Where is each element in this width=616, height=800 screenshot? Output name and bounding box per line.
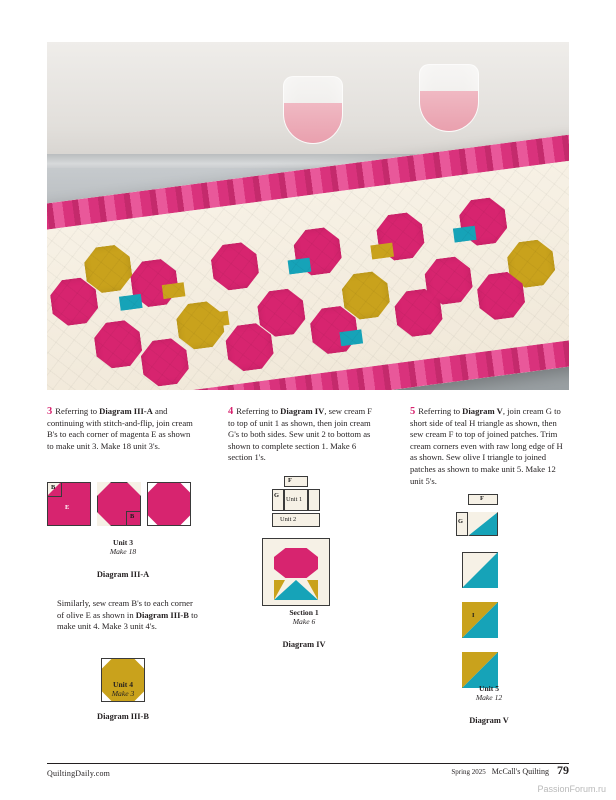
runner-triangle [162, 282, 186, 299]
section-1-gold-triangle [274, 580, 285, 600]
step-4-text: 4 Referring to Diagram IV, sew cream F to top of unit 1 as shown, then join cream G's to both sides. Sew unit 2 to bottom as shown to complete section 1. Make 6 section 1's. [228, 406, 373, 463]
unit-5-gold [462, 652, 498, 688]
step-3-text-continued: Similarly, sew cream B's to each corner of olive E as shown in Diagram III-B to make unit 4. Make 3 unit 4's. [57, 598, 198, 632]
runner-block [209, 241, 261, 293]
runner-block [308, 304, 360, 356]
diagram-4-label: Diagram IV [282, 640, 326, 649]
runner-block [393, 287, 445, 339]
runner-triangle [119, 294, 143, 311]
watermark: PassionForum.ru [537, 784, 606, 794]
patch-g-right [308, 489, 320, 511]
runner-block [256, 287, 308, 339]
runner-block [129, 257, 181, 309]
section-1-gold-triangle [307, 580, 318, 600]
runner-block [224, 321, 276, 373]
runner-triangle [339, 329, 363, 346]
wine-glass-left [283, 76, 343, 144]
runner-block [82, 243, 134, 295]
step-number: 3 [47, 406, 53, 417]
diagram-3a-caption: Unit 3 Make 18 [109, 538, 137, 557]
runner-block [48, 276, 100, 328]
runner-block [340, 270, 392, 322]
diagram-4-art: F G Unit 1 Unit 2 [228, 476, 380, 626]
diagram-5-caption: Unit 5 Make 12 [475, 684, 503, 703]
diagram-5-label: Diagram V [469, 716, 509, 725]
runner-block [175, 300, 227, 352]
footer-magazine: McCall's Quilting [491, 767, 549, 776]
runner-block [139, 337, 191, 389]
runner-block [475, 270, 527, 322]
runner-block [375, 211, 427, 263]
page-number: 79 [557, 763, 569, 777]
step-number: 5 [410, 406, 416, 417]
runner-block [505, 238, 557, 290]
runner-triangle [288, 258, 312, 275]
patch-b-corner [97, 482, 111, 496]
runner-triangle [370, 243, 394, 260]
runner-block [92, 318, 144, 370]
section-1-octagon [274, 548, 318, 578]
diagram-5-art: F G I [410, 494, 568, 684]
footer-website[interactable]: QuiltingDaily.com [47, 769, 111, 778]
runner-block [423, 255, 475, 307]
footer-issue-info [451, 763, 569, 778]
diagram-3a-label: Diagram III-A [96, 570, 150, 579]
diagram-3a-art: B E B [47, 476, 199, 536]
diagram-3b-label: Diagram III-B [97, 712, 149, 721]
runner-triangle [206, 311, 230, 328]
project-photo [47, 42, 569, 390]
step-number: 4 [228, 406, 234, 417]
patch-h-trim [468, 512, 498, 536]
patch-i [462, 602, 498, 638]
patch-b-corner [127, 482, 141, 496]
patch-b-corner [97, 512, 111, 526]
diagram-3b-caption: Unit 4 Make 3 [111, 680, 135, 699]
unit-3-outline [147, 482, 191, 526]
runner-block [457, 196, 509, 248]
footer-issue: Spring 2025 [451, 768, 486, 776]
runner-triangle [453, 226, 477, 243]
runner-block [292, 226, 344, 278]
wine-glass-right [419, 64, 479, 132]
step-5-text: 5 Referring to Diagram V, join cream G to short side of teal H triangle as shown, then sew cream F to top of joined patches. Trim cream corners even with raw long edge of H as shown. Sew olive I triangle to joined patches as shown to make unit 5. Make 12 unit 5's. [410, 406, 563, 486]
trimmed-unit-teal [462, 552, 498, 588]
diagram-4-caption: Section 1 Make 6 [289, 608, 319, 627]
step-3-text: 3 Referring to Diagram III-A and continuing with stitch-and-flip, join cream B's to each corner of magenta E as shown to make unit 3. Make 18 unit 3's. [47, 406, 193, 451]
